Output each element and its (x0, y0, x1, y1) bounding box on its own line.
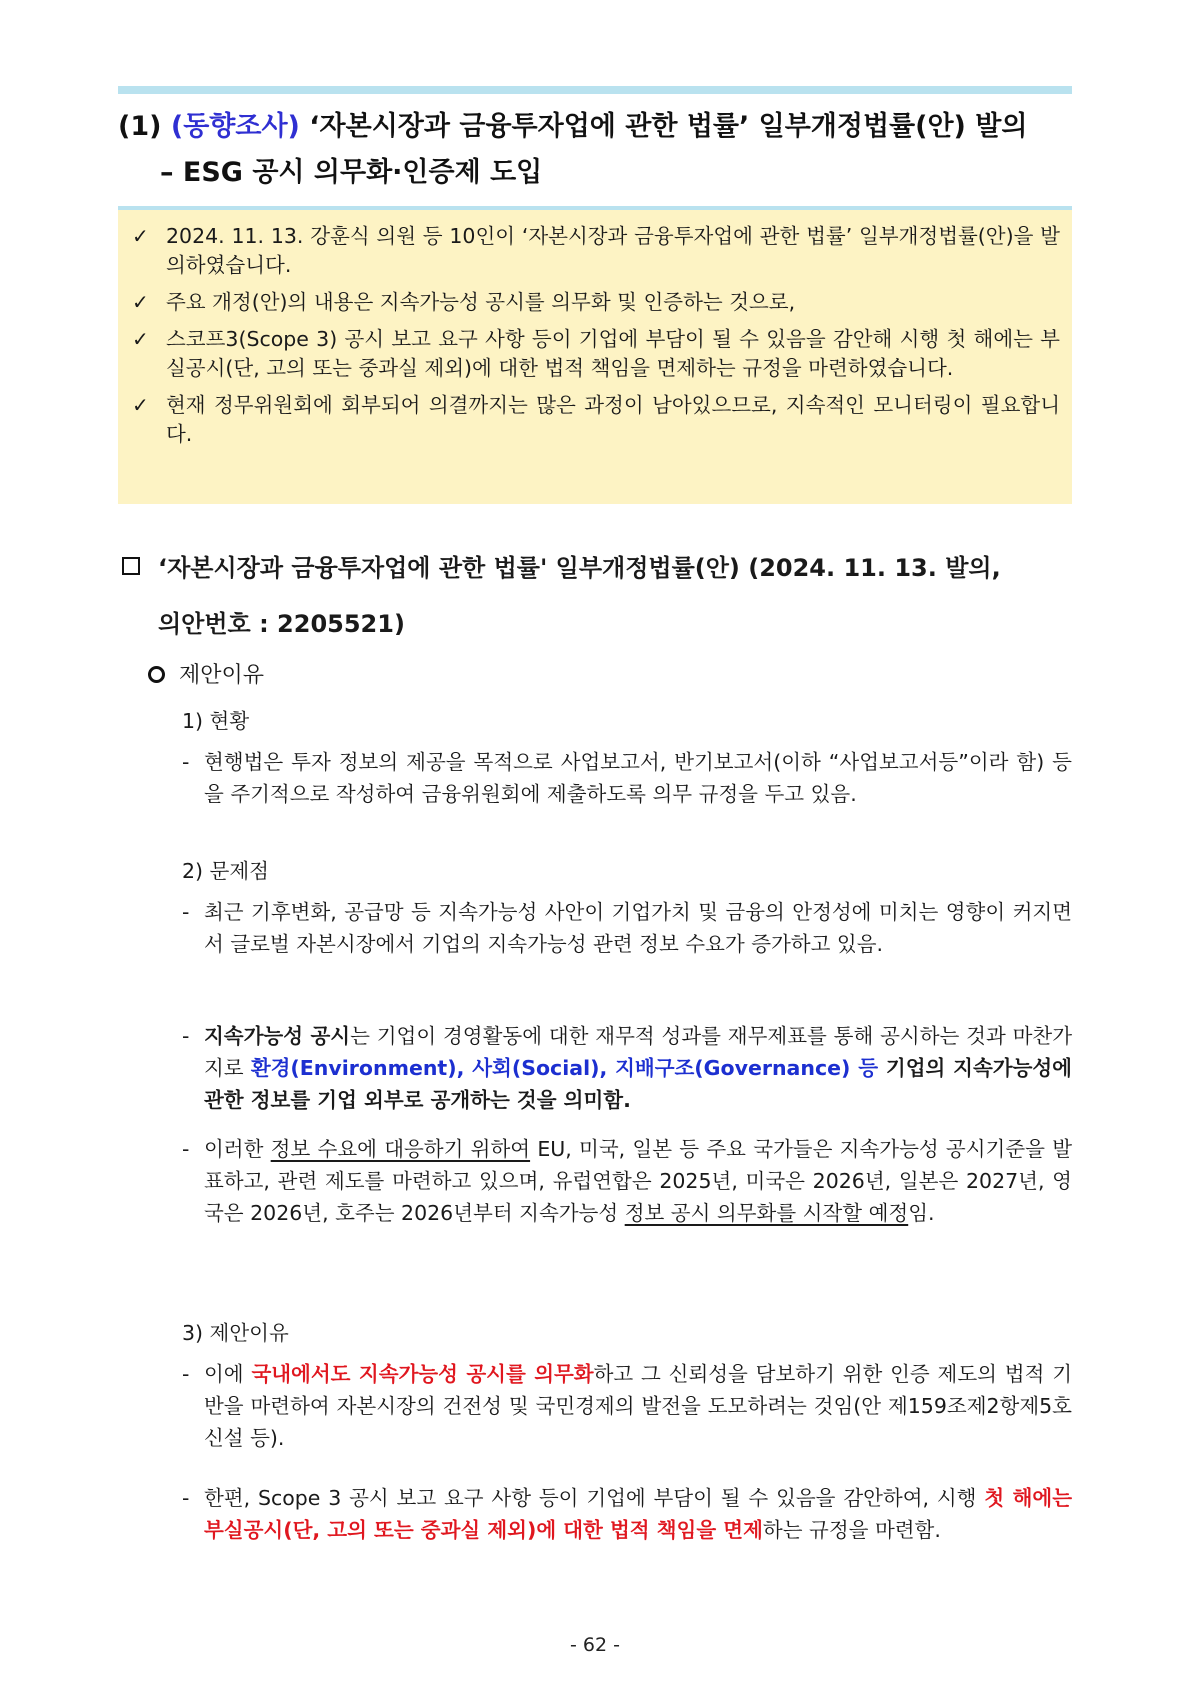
paragraph-text: 최근 기후변화, 공급망 등 지속가능성 사안이 기업가치 및 금융의 안정성에 미치는 영향이 커지면서 글로벌 자본시장에서 기업의 지속가능성 관련 정보 수요가 증가하고 있음. (204, 900, 1072, 956)
paragraph-text: 현행법은 투자 정보의 제공을 목적으로 사업보고서, 반기보고서(이하 “사업보고서등”이라 함) 등을 주기적으로 작성하여 금융위원회에 제출하도록 의무 규정을 두고 있음. (204, 750, 1072, 806)
plain-text: 이러한 (204, 1137, 271, 1161)
title-line-1 (118, 104, 1072, 150)
bold-text: 지속가능성 공시 (204, 1024, 351, 1048)
subheading-problems: 2) 문제점 (182, 859, 269, 883)
paragraph-text (182, 1358, 1072, 1454)
plain-text: 는 기업이 경영활동에 대한 재무적 성과를 재무제표를 통해 공시하는 것과 마찬가지로 (204, 1024, 1072, 1080)
plain-text: 한편, Scope 3 공시 보고 요구 사항 등이 기업에 부담이 될 수 있음을 감안하여, 시행 (204, 1486, 985, 1510)
check-icon: ✓ (132, 393, 149, 417)
title-band (118, 86, 1072, 214)
summary-text: 스코프3(Scope 3) 공시 보고 요구 사항 등이 기업에 부담이 될 수 있음을 감안해 시행 첫 해에는 부실공시(단, 고의 또는 중과실 제외)에 대한 법적 책임을 면제하는 규정을 마련하였습니다. (166, 327, 1060, 380)
red-highlight-text: 국내에서도 지속가능성 공시를 의무화 (251, 1362, 594, 1386)
plain-text: 하는 규정을 마련함. (762, 1518, 941, 1542)
section-heading-text: ‘자본시장과 금융투자업에 관한 법률' 일부개정법률(안) (2024. 11. 13. 발의, (158, 554, 1001, 582)
title-number: (1) (118, 111, 162, 142)
summary-text: 주요 개정(안)의 내용은 지속가능성 공시를 의무화 및 인증하는 것으로, (166, 290, 796, 314)
section-heading (118, 540, 1072, 652)
summary-item (132, 222, 1060, 280)
paragraph-text (182, 1482, 1072, 1546)
underlined-text: 정보 공시 의무화를 시작할 예정 (624, 1201, 909, 1225)
check-icon: ✓ (132, 224, 149, 248)
paragraph-reason-2 (182, 1482, 1072, 1546)
paragraph-problems-3 (182, 1133, 1072, 1229)
plain-text: 하고 그 신뢰성을 담보하기 위한 인증 제도의 법적 기반을 마련하여 자본시장의 건전성 및 국민경제의 발전을 도모하려는 것임(안 제159조제2항제5호 신설 등). (204, 1362, 1073, 1450)
bold-text: 기업의 지속가능성에 관한 정보를 기업 외부로 공개하는 것을 의미함. (204, 1056, 1072, 1112)
dash-bullet: - (182, 750, 190, 774)
paragraph-text (182, 1020, 1072, 1116)
page-number: - 62 - (570, 1634, 620, 1656)
plain-text: 임. (908, 1201, 935, 1225)
plain-text: EU, 미국, 일본 등 주요 국가들은 지속가능성 공시기준을 발표하고, 관련 제도를 마련하고 있으며, 유럽연합은 2025년, 미국은 2026년, 일본은 2027년, 영국은 2026년, 호주는 2026년부터 지속가능성 (204, 1137, 1073, 1225)
dash-bullet: - (182, 1362, 190, 1386)
plain-text: 이에 (204, 1362, 252, 1386)
dash-bullet: - (182, 1486, 190, 1510)
paragraph-problems-1 (182, 896, 1072, 960)
summary-text: 2024. 11. 13. 강훈식 의원 등 10인이 ‘자본시장과 금융투자업에 관한 법률’ 일부개정법률(안)을 발의하였습니다. (166, 224, 1060, 277)
title-highlight: (동향조사) (170, 111, 300, 142)
summary-box (118, 210, 1072, 504)
summary-item (132, 325, 1060, 383)
title-text: ‘자본시장과 금융투자업에 관한 법률’ 일부개정법률(안) 발의 (309, 111, 1028, 142)
dash-bullet: - (182, 1137, 190, 1161)
blue-highlight-text: 환경(Environment), 사회(Social), 지배구조(Governance) 등 (250, 1056, 879, 1080)
circle-bullet-icon (148, 666, 165, 683)
paragraph-problems-2 (182, 1020, 1072, 1116)
check-icon: ✓ (132, 290, 149, 314)
section-heading-line-1 (118, 540, 1072, 596)
section-heading-line-2: 의안번호 : 2205521) (158, 610, 405, 638)
proposal-reason-label: 제안이유 (179, 663, 265, 688)
subheading-current: 1) 현황 (182, 709, 250, 733)
paragraph-reason-1 (182, 1358, 1072, 1454)
paragraph-current (182, 746, 1072, 810)
proposal-reason-heading (148, 660, 264, 692)
checkbox-square-icon (122, 557, 140, 575)
dash-bullet: - (182, 900, 190, 924)
paragraph-text (182, 1133, 1072, 1229)
dash-bullet: - (182, 1024, 190, 1048)
underlined-text: 정보 수요에 대응하기 위하여 (270, 1137, 531, 1161)
subheading-reason: 3) 제안이유 (182, 1321, 289, 1345)
red-highlight-text: 첫 해에는 부실공시(단, 고의 또는 중과실 제외)에 대한 법적 책임을 면제 (204, 1486, 1072, 1542)
summary-item (132, 288, 1060, 317)
summary-item (132, 391, 1060, 449)
summary-text: 현재 정무위원회에 회부되어 의결까지는 많은 과정이 남아있으므로, 지속적인 모니터링이 필요합니다. (166, 393, 1060, 446)
check-icon: ✓ (132, 327, 149, 351)
title-line-2: – ESG 공시 의무화·인증제 도입 (160, 157, 543, 188)
